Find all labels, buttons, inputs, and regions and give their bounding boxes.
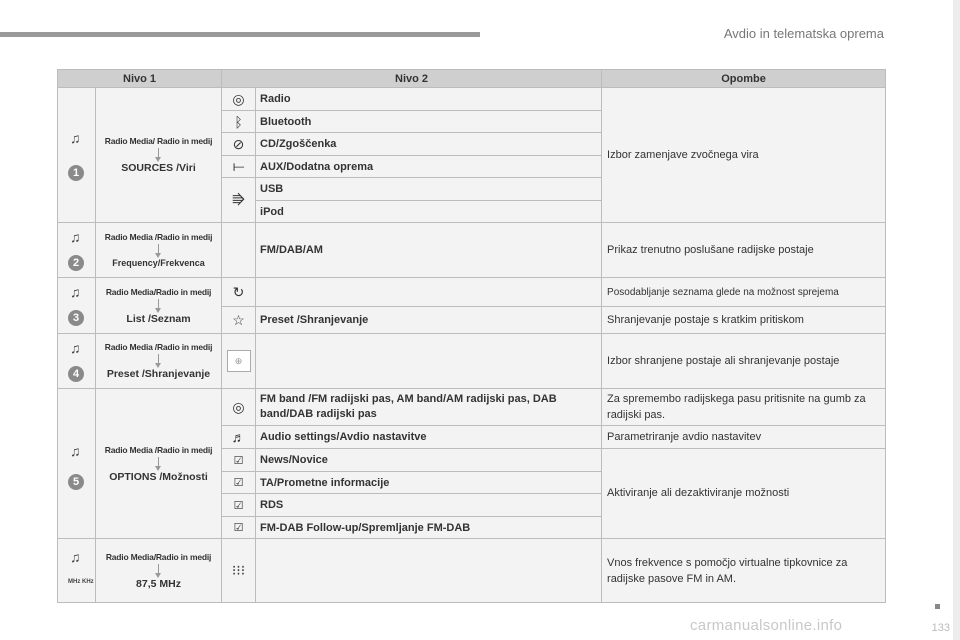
header-level2: Nivo 2 bbox=[222, 70, 602, 88]
section-badge: 1 bbox=[68, 165, 84, 181]
item-note: Aktiviranje ali dezaktiviranje možnosti bbox=[602, 449, 886, 539]
section-4-path: Radio Media /Radio in medij Preset /Shranjevanje bbox=[96, 334, 222, 389]
mhz-khz-badge: MHz KHz bbox=[68, 579, 94, 585]
item-label: AUX/Dodatna oprema bbox=[256, 156, 602, 178]
section-3-marker bbox=[58, 278, 96, 334]
side-dot bbox=[935, 604, 940, 609]
item-label: FM-DAB Follow-up/Spremljanje FM-DAB bbox=[256, 517, 602, 539]
arrow-down-icon bbox=[158, 457, 159, 469]
item-label: iPod bbox=[256, 201, 602, 223]
section-2-marker bbox=[58, 223, 96, 278]
table-row bbox=[58, 539, 886, 603]
music-note-icon: ♫ bbox=[70, 229, 81, 245]
item-label: FM/DAB/AM bbox=[256, 223, 602, 278]
item-note: Vnos frekvence s pomočjo virtualne tipkovnice za radijske pasove FM in AM. bbox=[602, 539, 886, 603]
item-label: TA/Prometne informacije bbox=[256, 472, 602, 494]
arrow-down-icon bbox=[158, 564, 159, 576]
section-3-path: Radio Media/Radio in medij List /Seznam bbox=[96, 278, 222, 334]
music-note-icon: ♫ bbox=[70, 284, 81, 300]
arrow-down-icon bbox=[158, 299, 159, 311]
music-note-icon: ♫ bbox=[70, 130, 81, 146]
table-row bbox=[58, 278, 886, 307]
music-note-icon: ♫ bbox=[70, 443, 81, 459]
keypad-icon: ⁝⁝⁝ bbox=[222, 539, 256, 603]
item-label: USB bbox=[256, 178, 602, 201]
table-row bbox=[58, 223, 886, 278]
music-note-icon: ♫ bbox=[70, 549, 81, 565]
bluetooth-icon: ᛒ bbox=[222, 111, 256, 133]
watermark: carmanualsonline.info bbox=[690, 617, 843, 634]
page-header: Avdio in telematska oprema bbox=[723, 26, 884, 41]
checkbox-icon: ☑ bbox=[222, 494, 256, 517]
header-notes: Opombe bbox=[602, 70, 886, 88]
section-6-path: Radio Media/Radio in medij 87,5 MHz bbox=[96, 539, 222, 603]
item-label: RDS bbox=[256, 494, 602, 517]
section-5-marker bbox=[58, 389, 96, 539]
page-number: 133 bbox=[931, 622, 950, 634]
arrow-down-icon bbox=[158, 148, 159, 160]
checkbox-icon: ☑ bbox=[222, 472, 256, 494]
item-note: Posodabljanje seznama glede na možnost sprejema bbox=[602, 278, 886, 307]
item-label: CD/Zgoščenka bbox=[256, 133, 602, 156]
section-5-path: Radio Media /Radio in medij OPTIONS /Možnosti bbox=[96, 389, 222, 539]
item-label: Audio settings/Avdio nastavitve bbox=[256, 426, 602, 449]
checkbox-icon: ☑ bbox=[222, 517, 256, 539]
aux-icon: ⟝ bbox=[222, 156, 256, 178]
arrow-down-icon bbox=[158, 354, 159, 366]
section-2-path: Radio Media /Radio in medij Frequency/Frekvenca bbox=[96, 223, 222, 278]
item-note: Izbor zamenjave zvočnega vira bbox=[602, 88, 886, 223]
section-1-path: Radio Media/ Radio in medij SOURCES /Viri bbox=[96, 88, 222, 223]
item-label: Bluetooth bbox=[256, 111, 602, 133]
item-label: Preset /Shranjevanje bbox=[256, 307, 602, 334]
table-header-row bbox=[58, 70, 886, 88]
preset-grid-icon: ⊕ bbox=[227, 350, 251, 372]
header-level1: Nivo 1 bbox=[58, 70, 222, 88]
section-1-marker bbox=[58, 88, 96, 223]
cd-icon: ⊘ bbox=[222, 133, 256, 156]
item-note: Shranjevanje postaje s kratkim pritiskom bbox=[602, 307, 886, 334]
section-badge: 3 bbox=[68, 310, 84, 326]
header-rule bbox=[0, 32, 480, 37]
section-6-marker bbox=[58, 539, 96, 603]
item-label: News/Novice bbox=[256, 449, 602, 472]
radio-icon: ◎ bbox=[222, 88, 256, 111]
section-4-marker bbox=[58, 334, 96, 389]
section-badge: 2 bbox=[68, 255, 84, 271]
item-note: Prikaz trenutno poslušane radijske postaje bbox=[602, 223, 886, 278]
music-note-icon: ♫ bbox=[70, 340, 81, 356]
table-row bbox=[58, 389, 886, 426]
audio-settings-icon: ♬ bbox=[222, 426, 256, 449]
refresh-icon: ↻ bbox=[222, 278, 256, 307]
item-note: Izbor shranjene postaje ali shranjevanje postaje bbox=[602, 334, 886, 389]
usb-icon: ⭆ bbox=[222, 178, 256, 223]
item-label: FM band /FM radijski pas, AM band/AM radijski pas, DAB band/DAB radijski pas bbox=[256, 389, 602, 426]
section-badge: 4 bbox=[68, 366, 84, 382]
checkbox-icon: ☑ bbox=[222, 449, 256, 472]
section-badge: 5 bbox=[68, 474, 84, 490]
item-label: Radio bbox=[256, 88, 602, 111]
menu-table bbox=[57, 69, 886, 603]
table-row bbox=[58, 88, 886, 111]
star-icon: ☆ bbox=[222, 307, 256, 334]
arrow-down-icon bbox=[158, 244, 159, 256]
table-row bbox=[58, 334, 886, 389]
item-note: Parametriranje avdio nastavitev bbox=[602, 426, 886, 449]
side-strip bbox=[953, 0, 960, 640]
item-note: Za spremembo radijskega pasu pritisnite na gumb za radijski pas. bbox=[602, 389, 886, 426]
fm-icon: ◎ bbox=[222, 389, 256, 426]
